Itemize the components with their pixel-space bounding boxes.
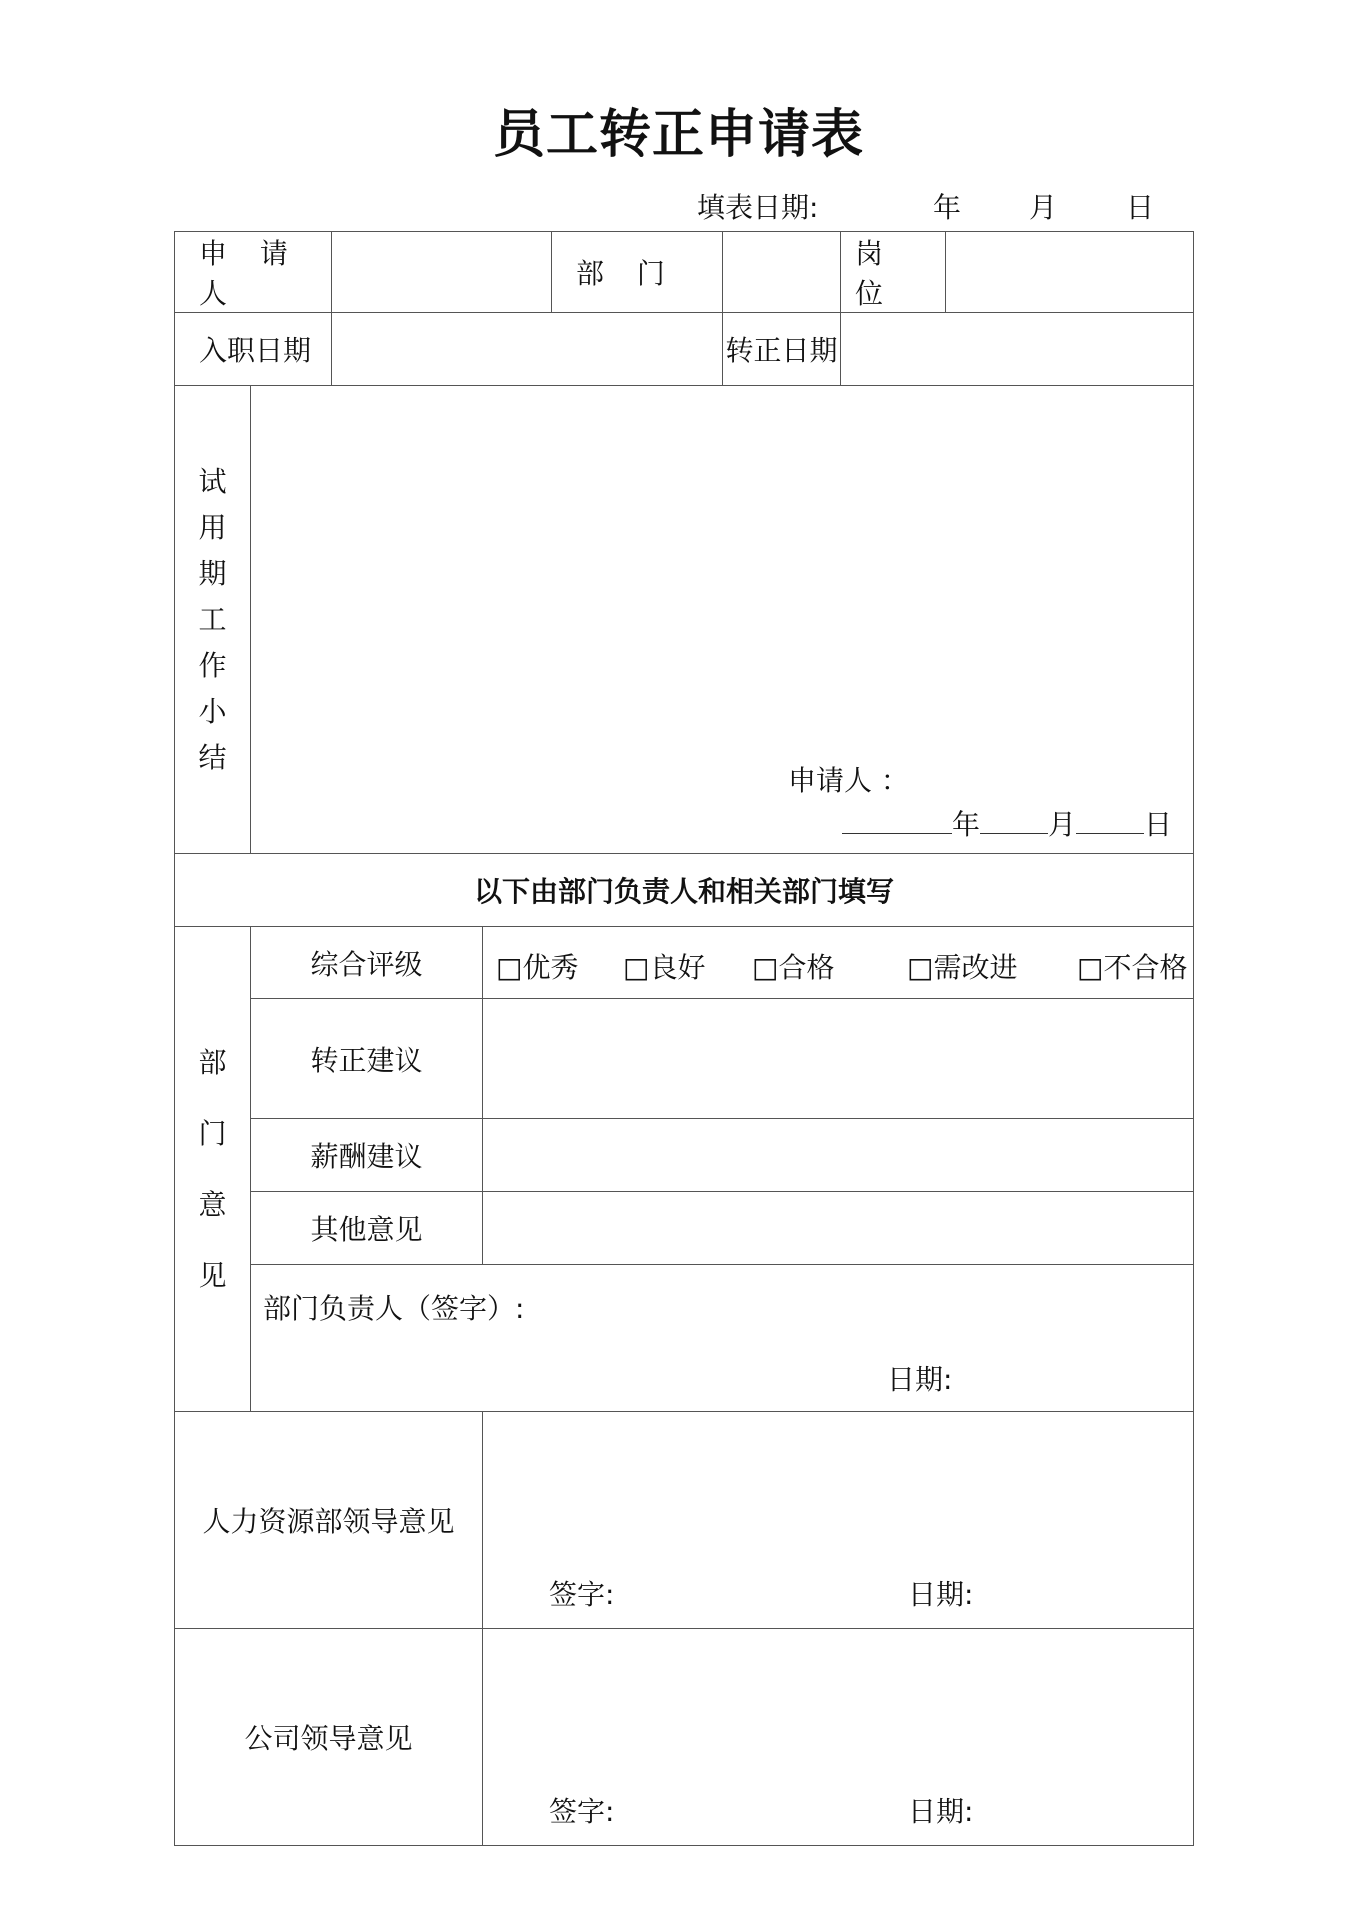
summary-label-char: 试 — [198, 464, 227, 498]
company-date-label: 日期: — [908, 1794, 974, 1828]
summary-label-char: 工 — [198, 602, 227, 636]
other-opinion-field[interactable] — [483, 1192, 1194, 1265]
row-dates — [175, 313, 1194, 386]
dept-leader-sign-field[interactable] — [251, 1265, 1194, 1412]
summary-date-line — [842, 803, 1172, 843]
other-opinion-label: 其他意见 — [251, 1192, 483, 1265]
hr-sign-label: 签字: — [549, 1577, 615, 1611]
summary-label-char: 作 — [198, 648, 227, 682]
dept-date-label: 日期: — [887, 1363, 953, 1396]
summary-day: 日 — [1144, 807, 1173, 841]
row-other-opinion — [175, 1192, 1194, 1265]
salary-advice-field[interactable] — [483, 1119, 1194, 1192]
row-regular-advice — [175, 999, 1194, 1119]
section-header: 以下由部门负责人和相关部门填写 — [175, 854, 1194, 927]
summary-label-char: 期 — [198, 556, 227, 590]
fill-date-year: 年 — [933, 191, 962, 224]
dept-label-char: 见 — [198, 1259, 227, 1292]
row-section-header — [175, 854, 1194, 927]
summary-label-char: 小 — [198, 694, 227, 728]
regular-advice-label: 转正建议 — [251, 999, 483, 1119]
year-blank[interactable] — [842, 807, 952, 834]
entry-date-field[interactable] — [332, 313, 723, 386]
regular-date-label: 转正日期 — [723, 313, 841, 386]
regular-advice-field[interactable] — [483, 999, 1194, 1119]
dept-leader-sign-label: 部门负责人（签字）: — [263, 1292, 525, 1325]
row-salary-advice — [175, 1119, 1194, 1192]
dept-label-char: 部 — [198, 1046, 227, 1079]
summary-year: 年 — [952, 807, 981, 841]
page-title: 员工转正申请表 — [492, 105, 864, 165]
rating-option-good[interactable]: □良好 — [623, 950, 706, 984]
dept-opinion-label — [175, 927, 251, 1412]
applicant-label: 申 请 人 — [175, 232, 332, 313]
dept-label-char: 意 — [198, 1188, 227, 1221]
row-dept-leader-sign — [175, 1265, 1194, 1412]
salary-advice-label: 薪酬建议 — [251, 1119, 483, 1192]
probation-summary-label — [175, 386, 251, 854]
department-label: 部 门 — [552, 232, 723, 313]
position-field[interactable] — [946, 232, 1194, 313]
application-form-table — [174, 231, 1194, 1846]
summary-month: 月 — [1048, 807, 1077, 841]
rating-option-excellent[interactable]: □优秀 — [496, 950, 579, 984]
row-company-opinion — [175, 1629, 1194, 1846]
regular-date-field[interactable] — [841, 313, 1194, 386]
dept-label-char: 门 — [198, 1117, 227, 1150]
row-rating — [175, 927, 1194, 999]
company-opinion-field[interactable] — [483, 1629, 1194, 1846]
fill-date-day: 日 — [1126, 191, 1155, 224]
fill-date-label: 填表日期: — [697, 191, 819, 224]
rating-option-improve[interactable]: □需改进 — [907, 950, 1018, 984]
company-sign-label: 签字: — [549, 1794, 615, 1828]
probation-summary-field[interactable] — [251, 386, 1194, 854]
row-probation-summary — [175, 386, 1194, 854]
summary-label-char: 结 — [198, 740, 227, 774]
day-blank[interactable] — [1076, 807, 1144, 834]
fill-date-month: 月 — [1029, 191, 1058, 224]
department-field[interactable] — [723, 232, 841, 313]
month-blank[interactable] — [980, 807, 1048, 834]
hr-opinion-label: 人力资源部领导意见 — [175, 1412, 483, 1629]
rating-option-fail[interactable]: □不合格 — [1077, 950, 1188, 984]
row-basic-info — [175, 232, 1194, 313]
hr-date-label: 日期: — [908, 1577, 974, 1611]
position-label: 岗 位 — [841, 232, 946, 313]
entry-date-label: 入职日期 — [175, 313, 332, 386]
summary-applicant-sign: 申请人 ： — [788, 763, 909, 797]
rating-label: 综合评级 — [251, 927, 483, 999]
summary-label-char: 用 — [198, 510, 227, 544]
applicant-field[interactable] — [332, 232, 552, 313]
rating-option-pass[interactable]: □合格 — [752, 950, 835, 984]
company-opinion-label: 公司领导意见 — [175, 1629, 483, 1846]
hr-opinion-field[interactable] — [483, 1412, 1194, 1629]
rating-options — [483, 927, 1194, 999]
row-hr-opinion — [175, 1412, 1194, 1629]
